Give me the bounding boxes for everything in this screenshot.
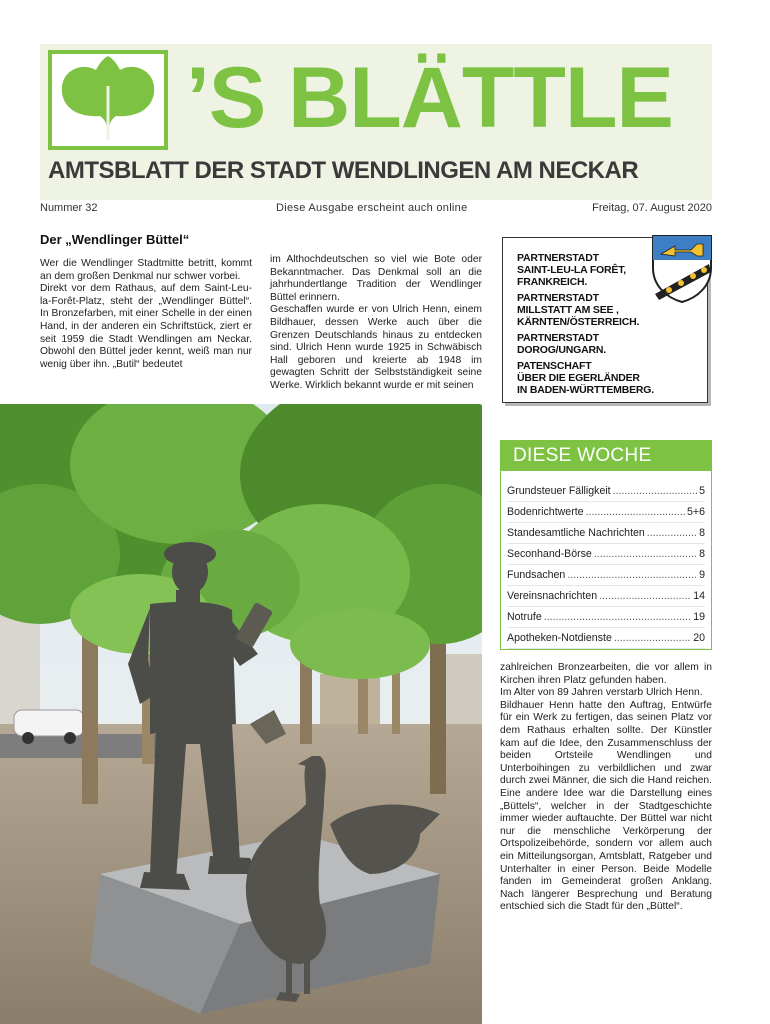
this-week-box [500, 440, 712, 650]
article-paragraph: Direkt vor dem Rathaus, auf dem Saint-Leu-la-Forêt-Platz, steht der „Wendlinger Büttel“. In Bronzefarben, mit einer Schelle in der einen Hand, in der anderen ein Schriftstück, ziert er seit 1959 die Stadt Wendlingen am Neckar. Obwohl den Büttel jeder kennt, weiß man nur wenig über ihn. „Butil“ bedeutet [40, 283, 252, 370]
partner-cities-box [502, 237, 708, 403]
article-paragraph: Wer die Wendlinger Stadtmitte betritt, kommt an dem großen Denkmal nur schwer vorbei. [40, 258, 252, 282]
brand-title: ’S BLÄTTLE [186, 50, 673, 146]
contents-item[interactable]: Seconhand-Börse ..... 8 [507, 544, 705, 565]
contents-item[interactable]: Fundsachen ..... 9 [507, 565, 705, 586]
article-column-3 [500, 662, 712, 914]
leaf-logo [48, 50, 168, 150]
issue-date: Freitag, 07. August 2020 [592, 202, 712, 214]
online-note: Diese Ausgabe erscheint auch online [276, 202, 468, 214]
masthead [40, 44, 712, 200]
article-title: Der „Wendlinger Büttel“ [40, 232, 190, 247]
contents-item[interactable]: Apotheken-Notdienste ..... 20 [507, 628, 705, 649]
statue-illustration [0, 404, 482, 1024]
coat-of-arms-icon [651, 234, 713, 304]
article-paragraph: zahlreichen Bronzearbeiten, die vor allem in Kirchen ihren Platz gefunden haben. [500, 662, 712, 686]
article-paragraph: Bildhauer Henn hatte den Auftrag, Entwürfe für ein Werk zu fertigen, das seinen Platz vor dem Rathaus erhalten sollte. Der Künstler kam auf die Idee, den Zusammenschluss der beiden Ortsteile Wendlingen und Unterboihingen zu verbildlichen und zwar durch zwei Männer, die sich die Hand reichen. Eine andere Idee war die Darstellung eines „Büttels“, welcher in der Stadtgeschichte immer wieder auftauchte. Der Büttel war nicht nur die menschliche Verkörperung der Ortspolizeibehörde, sondern vor allem auch ein Mitteilungsorgan, Amtsblatt, Ratgeber und Unterhalter in einer Person. Beide Modelle fanden im Gemeinderat großen Anklang. Nach längerer Besprechung und Beratung entschied sich die Stadt für den „Büttel“. [500, 699, 712, 913]
contents-list [501, 471, 711, 649]
article-column-1 [40, 258, 252, 371]
partner-entry: PARTNERSTADT SAINT-LEU-LA FORÊT, FRANKREICH. [517, 252, 626, 288]
partner-entry: PARTNERSTADT MILLSTATT AM SEE , KÄRNTEN/ÖSTERREICH. [517, 292, 640, 328]
issue-number: Nummer 32 [40, 202, 98, 214]
contents-item[interactable]: Standesamtliche Nachrichten ..... 8 [507, 523, 705, 544]
contents-item[interactable]: Grundsteuer Fälligkeit ..... 5 [507, 481, 705, 502]
buettel-statue-photo [0, 404, 482, 1024]
masthead-subtitle: AMTSBLATT DER STADT WENDLINGEN AM NECKAR [48, 157, 639, 184]
partner-entry: PATENSCHAFT ÜBER DIE EGERLÄNDER IN BADEN-WÜRTTEMBERG. [517, 360, 654, 396]
article-column-2 [270, 254, 482, 393]
contents-item[interactable]: Bodenrichtwerte ..... 5+6 [507, 502, 705, 523]
article-paragraph: im Althochdeutschen so viel wie Bote oder Bekanntmacher. Das Denkmal soll an die jahrhundertlange Tradition der Wendlinger Büttel erinnern. [270, 254, 482, 303]
contents-item[interactable]: Notrufe ..... 19 [507, 607, 705, 628]
this-week-title: DIESE WOCHE [501, 441, 711, 471]
leaf-icon [56, 56, 160, 144]
article-paragraph: Geschaffen wurde er von Ulrich Henn, einem Bildhauer, dessen Werke auch über die Grenzen Deutschlands hinaus zu entdecken sind. Ulrich Henn wurde 1925 in Schwäbisch Hall geboren und kreierte ab 1948 im gewagten Schritt der Selbstständigkeit seine Werke. Wirklich bekannt wurde er mit seinen [270, 304, 482, 391]
partner-entry: PARTNERSTADT DOROG/UNGARN. [517, 332, 606, 356]
article-paragraph: Im Alter von 89 Jahren verstarb Ulrich Henn. [500, 687, 703, 699]
contents-item[interactable]: Vereinsnachrichten ..... 14 [507, 586, 705, 607]
